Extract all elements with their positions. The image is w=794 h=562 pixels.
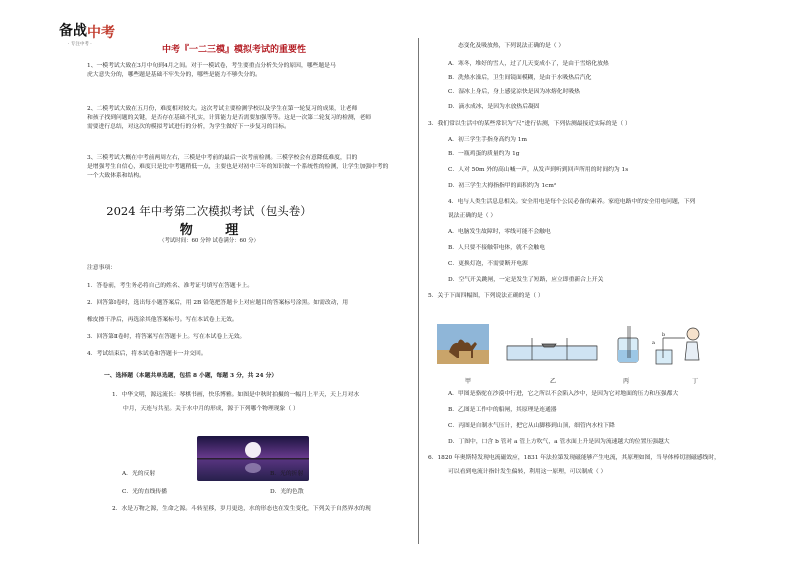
- question-3: 3．我们常以生活中的某些常识为“尺”进行估测，下列估测最接近实际的是（ ）: [428, 121, 631, 127]
- svg-text:· 专注中考 ·: · 专注中考 ·: [68, 42, 92, 47]
- intro-line: 是增强考生自信心，难度只是比中考题稍低一点，主要也是对初中三年的知识做一个系统性的检测，让学生加强中考的: [87, 164, 389, 170]
- label-a: a: [652, 340, 655, 346]
- question-4-cont: 说法正确的是（ ）: [448, 213, 497, 219]
- q3-option-b: B．一瓶鸡蛋的质量约为 1g: [448, 151, 520, 157]
- q4-option-c: C．更换灯泡，不需要断开电源: [448, 261, 528, 267]
- q5-option-a: A．甲图是骆驼在沙漠中行进，它之所以不会陷入沙中，是因为它对地面的压力和压强都大: [448, 391, 679, 397]
- figure-caption-bing: 丙: [623, 378, 630, 385]
- q4-option-b: B．人只要不接触带电体，就不会触电: [448, 245, 546, 251]
- svg-text:中考: 中考: [87, 25, 115, 41]
- intro-line: 3、三模考试大概在中考前两周左右，三模是中考前的最后一次考前检测。三模学校会有意降低难度，目的: [87, 155, 358, 161]
- figure-caption-ding: 丁: [692, 378, 699, 385]
- label-b: b: [662, 332, 666, 338]
- figure-caption-jia: 甲: [465, 378, 472, 385]
- q5-option-d: D．丁图中，口含 b 管对 a 管上方吹气，a 管水面上升是因为流速越大的位置压强越大: [448, 439, 670, 445]
- question-4: 4．电与人类生活息息相关。安全用电是每个公民必备的素养。家庭电路中的安全用电问题，下列: [448, 199, 696, 205]
- q3-option-c: C．人对 50m 外的高山喊一声，从发声到听到回声所用的时间约为 1s: [448, 167, 629, 173]
- brand-logo: [58, 18, 116, 48]
- question-6: 6．1820 年奥斯特发现电流磁效应，1831 年法拉第发现磁能够产生电流，其原理如图，当导体棒切割磁感线时，: [428, 455, 720, 461]
- q1-option-b: B．光的折射: [270, 471, 304, 477]
- intro-line: 虎大意失分的，哪些题是基础不牢失分的，哪些是能力不够失分的。: [87, 72, 261, 78]
- svg-text:备战: 备战: [59, 23, 87, 39]
- exam-title: 2024 年中考第二次模拟考试（包头卷）: [106, 204, 312, 218]
- question-2-cont: 态变化及吸放热，下列说法正确的是（ ）: [458, 43, 565, 49]
- q1-option-c: C．光的直线传播: [122, 489, 168, 495]
- q2-option-d: D．滴水成冰，是因为水放热后凝固: [448, 104, 540, 110]
- barometer-bottle-diagram: [618, 326, 638, 362]
- question-1: 1．中华文明，源远流长：琴棋书画，快乐博雅。如图是中秋时拍摄的一幅月上平天，天上月对水: [112, 392, 360, 398]
- q5-option-c: C．丙图是自制水气压计，把它从山脚移到山顶，细管内水柱下降: [448, 423, 615, 429]
- q5-figures: [437, 324, 722, 372]
- q2-option-b: B．洗热水澡后，卫生间镜面模糊，是由于水吸热后汽化: [448, 75, 592, 81]
- question-1-cont: 中月，天连与共星。关于水中月的形成，源于下列哪个物理现象（ ）: [123, 406, 299, 412]
- question-6-cont: 可以看到电流计指针发生偏转，利用这一原理，可以制成（ ）: [448, 469, 607, 475]
- note-line: 3．回答第Ⅱ卷时，将答案写在答题卡上。写在本试卷上无效。: [87, 334, 246, 340]
- exam-time-info: （考试时间：60 分钟 试卷满分：60 分）: [159, 238, 259, 244]
- q3-option-a: A．初三学生手指身高约为 1m: [448, 137, 527, 143]
- q1-option-a: A．光的反射: [122, 471, 156, 477]
- intro-line: 一个大致体系和结构。: [87, 173, 145, 179]
- question-5: 5．关于下面四幅图，下列说法正确的是（ ）: [428, 293, 544, 299]
- section-heading: 一、选择题（本题共单选题，包括 8 小题，每题 3 分，共 24 分）: [104, 373, 278, 379]
- ship-lock-diagram: [507, 338, 597, 360]
- q3-option-d: D．初三学生大拇指指甲的面积约为 1cm²: [448, 183, 557, 189]
- note-line: 4．考试结束后，将本试卷和答题卡一并交回。: [87, 351, 207, 357]
- q5-option-b: B．乙图是工作中的船闸，其原理是连通器: [448, 407, 557, 413]
- subject-title: 物 理: [179, 223, 253, 238]
- page-heading: 中考『一二三模』模拟考试的重要性: [162, 45, 307, 55]
- figure-caption-yi: 乙: [550, 378, 557, 385]
- q4-option-d: D．空气开关跳闸，一定是发生了短路，应立即重新合上开关: [448, 277, 604, 283]
- note-line: 1．答卷前，考生务必将自己的姓名、准考证号填写在答题卡上。: [87, 283, 254, 289]
- q2-option-c: C．湿冰上身后，身上感觉凉快是因为冰熔化时吸热: [448, 89, 580, 95]
- notes-heading: 注意事项：: [87, 265, 116, 271]
- q1-option-d: D．光的色散: [270, 489, 304, 495]
- camel-desert-image: [437, 324, 489, 364]
- note-line: 2．回答第Ⅰ卷时，选出每小题答案后，用 2B 铅笔把答题卡上对应题目的答案标号涂黑。如需改动，用: [87, 300, 349, 306]
- question-2: 2．水是万物之源，生命之源。斗转星移，岁月更迭，水的形态也在发生变化，下列关于自然界水的现: [112, 506, 371, 512]
- q2-option-a: A．寒冬，堆好的雪人，过了几天变成小了，是由于雪熔化放热: [448, 61, 609, 67]
- intro-line: 需要进行总结，对这次的模拟考试进行的分析，为学生做好下一步复习的目标。: [87, 124, 290, 130]
- column-divider: [418, 38, 419, 544]
- q4-option-a: A．电脑发生故障时，零线可能不会触电: [448, 229, 551, 235]
- intro-line: 和孩子找到问题的关键，是否存在基础不扎实，计算能力是否需要加强等等。这是一次第二轮复习的检测，老师: [87, 115, 372, 121]
- note-line: 橡皮擦干净后，再选涂其他答案标号。写在本试卷上无效。: [87, 317, 238, 323]
- intro-line: 2、二模考试大致在五月份，难度相对较大。这次考试主要检测学校以及学生在第一轮复习的成果，让老师: [87, 106, 358, 112]
- intro-line: 1、一模考试大致在3月中旬到4月之间。对于一模试卷，考生要重点分析失分的原因，哪些题是马: [87, 63, 336, 69]
